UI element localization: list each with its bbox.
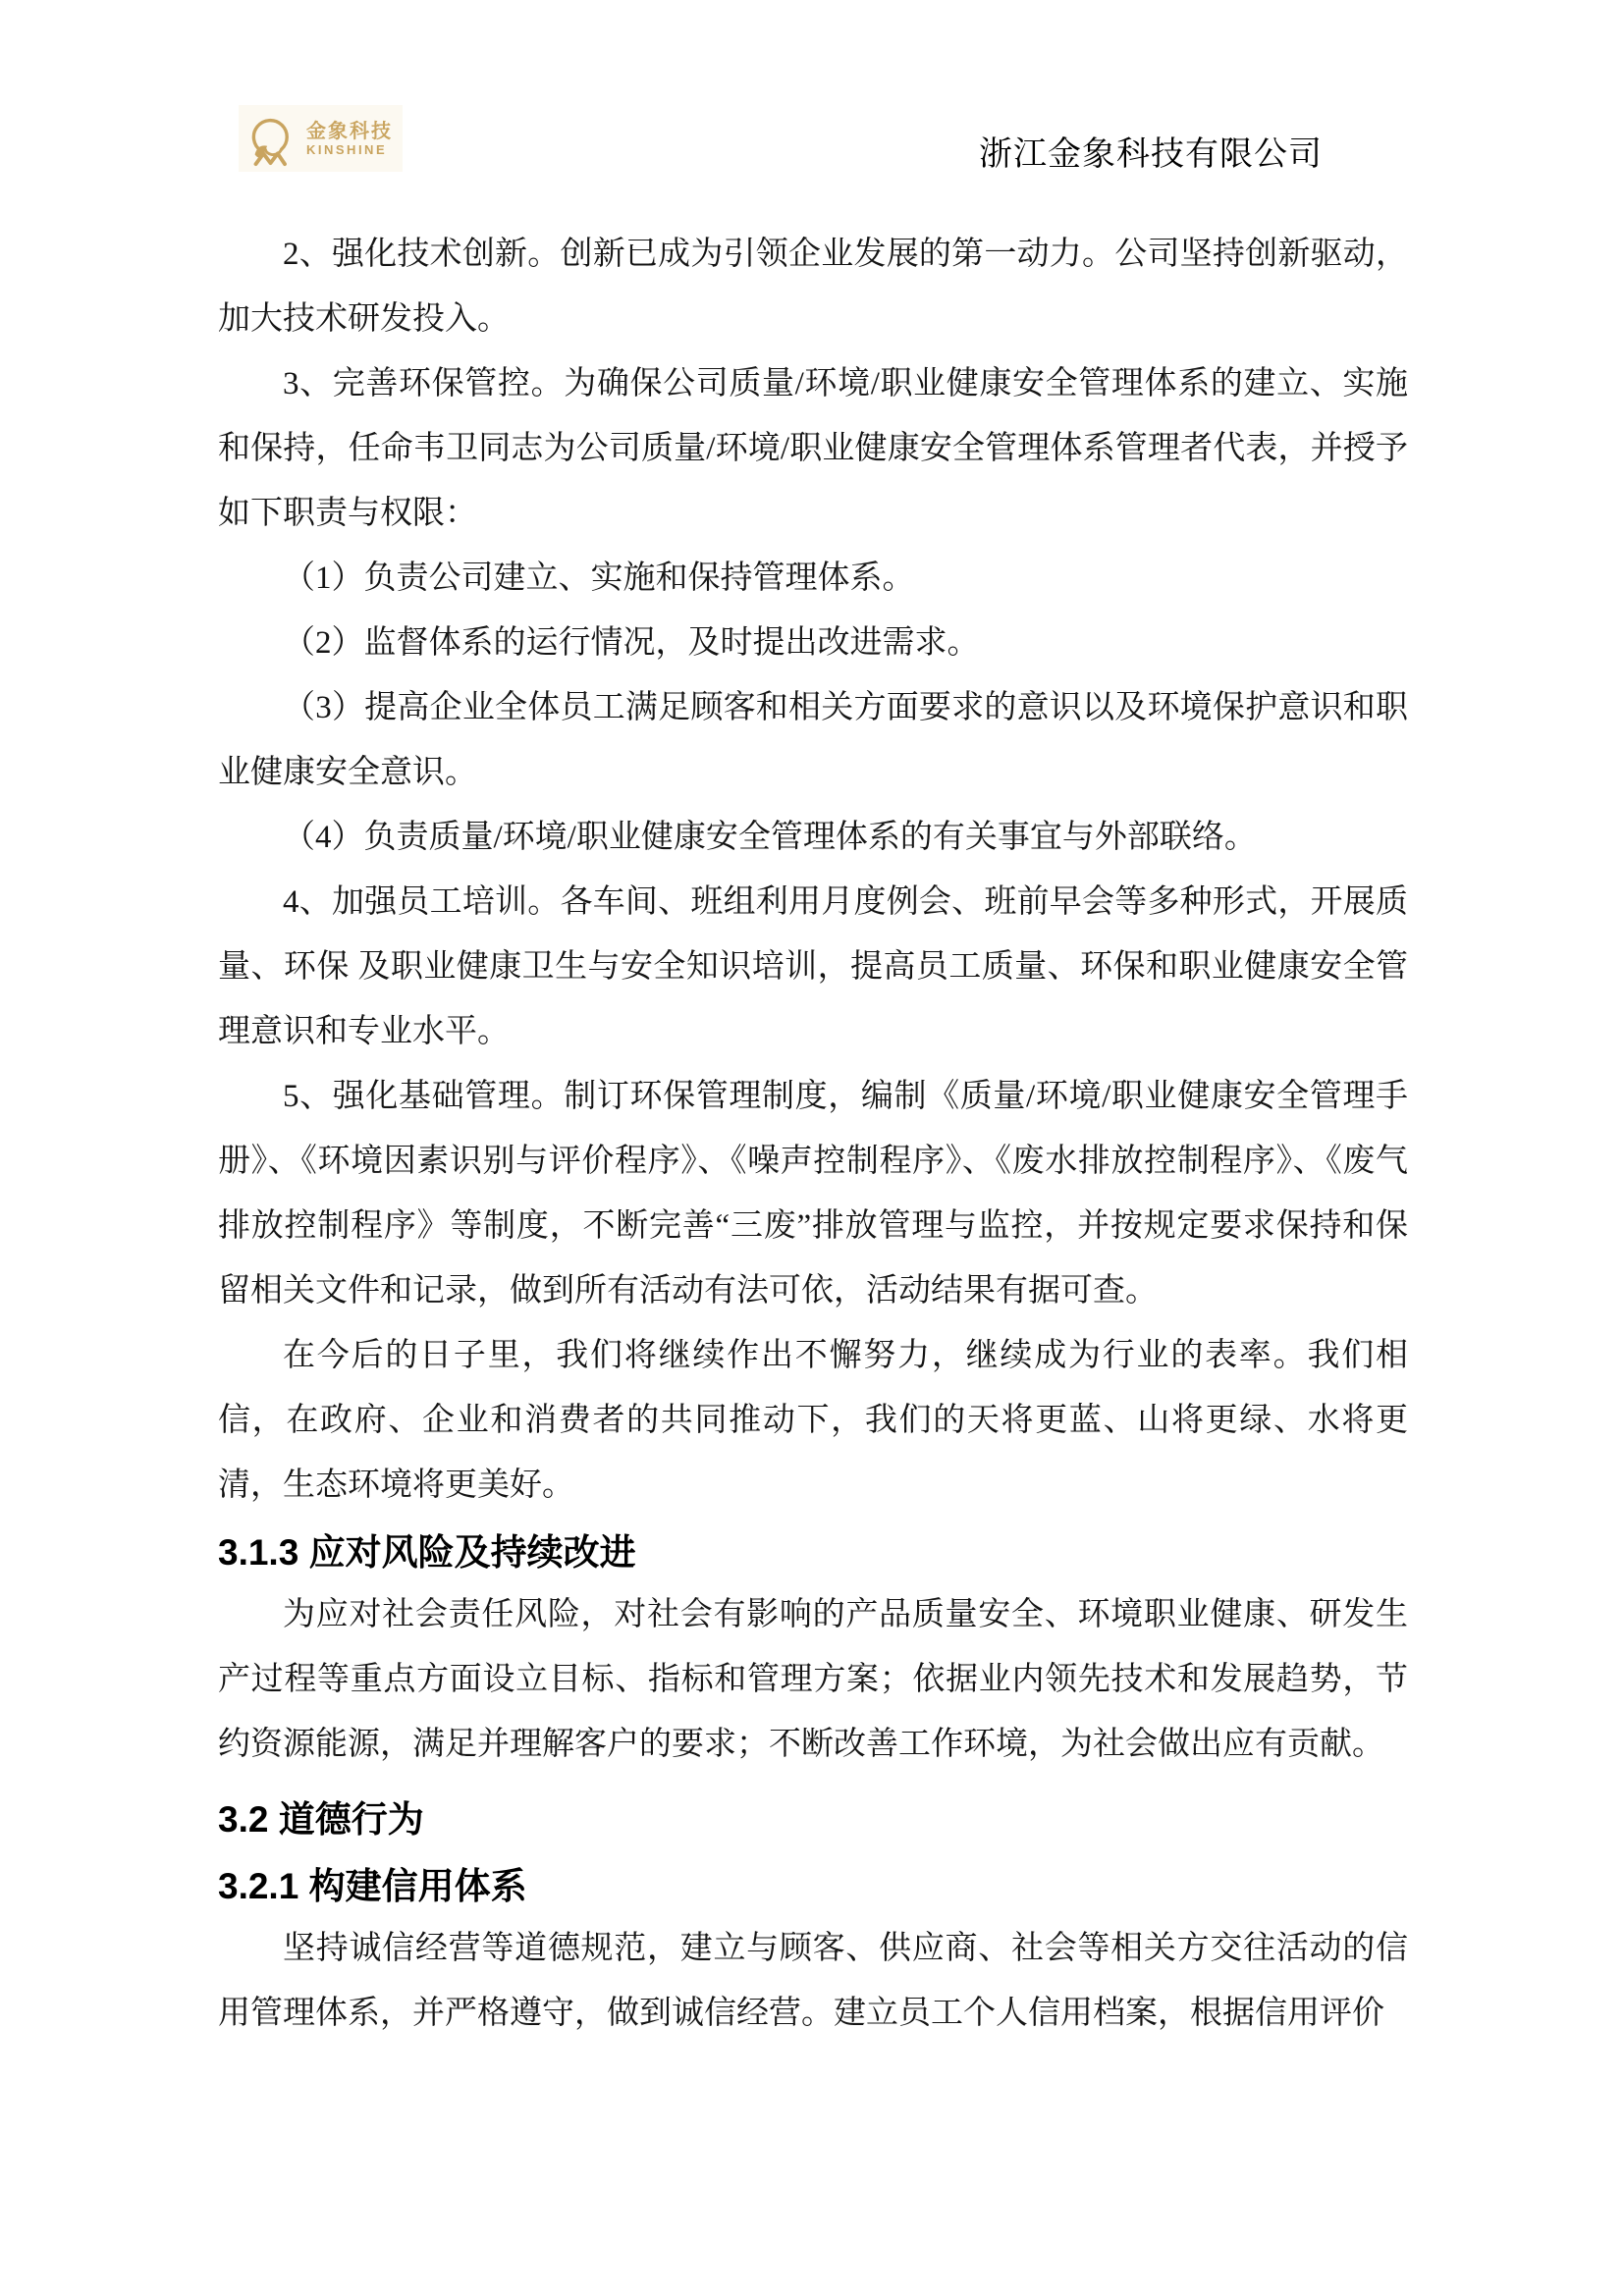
- duty-item-3: （3）提高企业全体员工满足顾客和相关方面要求的意识以及环境保护意识和职业健康安全意识。: [218, 690, 1408, 790]
- elephant-logo-icon: [243, 110, 299, 167]
- paragraph-tech-innovation: 2、强化技术创新。创新已成为引领企业发展的第一动力。公司坚持创新驱动，加大技术研发投入。: [218, 237, 1408, 337]
- duty-item-1: （1）负责公司建立、实施和保持管理体系。: [283, 561, 915, 596]
- paragraph-basic-management: 5、强化基础管理。制订环保管理制度，编制《质量/环境/职业健康安全管理手册》、《环境因素识别与评价程序》、《噪声控制程序》、《废水排放控制程序》、《废气排放控制程序》等制度，不断完善“三废”排放管理与监控，并按规定要求保持和保留相关文件和记录，做到所有活动有法可依，活动结果有据可查。: [218, 1079, 1408, 1308]
- heading-3-1-3-risk-improvement: 3.1.3 应对风险及持续改进: [218, 1532, 636, 1573]
- heading-3-2-1-credit-system: 3.2.1 构建信用体系: [218, 1866, 527, 1906]
- duty-item-2: （2）监督体系的运行情况，及时提出改进需求。: [283, 625, 980, 661]
- logo-text: [306, 121, 393, 157]
- paragraph-credit-system: 坚持诚信经营等道德规范，建立与顾客、供应商、社会等相关方交往活动的信用管理体系，并严格遵守，做到诚信经营。建立员工个人信用档案，根据信用评价: [218, 1931, 1408, 2031]
- logo-brand-en: KINSHINE: [306, 141, 388, 157]
- duty-item-4: （4）负责质量/环境/职业健康安全管理体系的有关事宜与外部联络。: [283, 820, 1257, 855]
- paragraph-employee-training: 4、加强员工培训。各车间、班组利用月度例会、班前早会等多种形式，开展质量、环保 及职业健康卫生与安全知识培训，提高员工质量、环保和职业健康安全管理意识和专业水平。: [218, 884, 1408, 1049]
- paragraph-future-outlook: 在今后的日子里，我们将继续作出不懈努力，继续成为行业的表率。我们相信，在政府、企业和消费者的共同推动下，我们的天将更蓝、山将更绿、水将更清，生态环境将更美好。: [218, 1338, 1408, 1503]
- logo-brand-cn: 金象科技: [306, 120, 393, 142]
- paragraph-risk-response: 为应对社会责任风险，对社会有影响的产品质量安全、环境职业健康、研发生产过程等重点方面设立目标、指标和管理方案；依据业内领先技术和发展趋势，节约资源能源，满足并理解客户的要求；不断改善工作环境，为社会做出应有贡献。: [218, 1597, 1408, 1762]
- document-body: [218, 222, 1408, 2046]
- company-name: 浙江金象科技有限公司: [979, 136, 1323, 173]
- paragraph-env-control: 3、完善环保管控。为确保公司质量/环境/职业健康安全管理体系的建立、实施和保持，任命韦卫同志为公司质量/环境/职业健康安全管理体系管理者代表，并授予如下职责与权限：: [218, 366, 1408, 531]
- company-logo: [239, 105, 403, 172]
- heading-3-2-ethical-behavior: 3.2 道德行为: [218, 1799, 424, 1840]
